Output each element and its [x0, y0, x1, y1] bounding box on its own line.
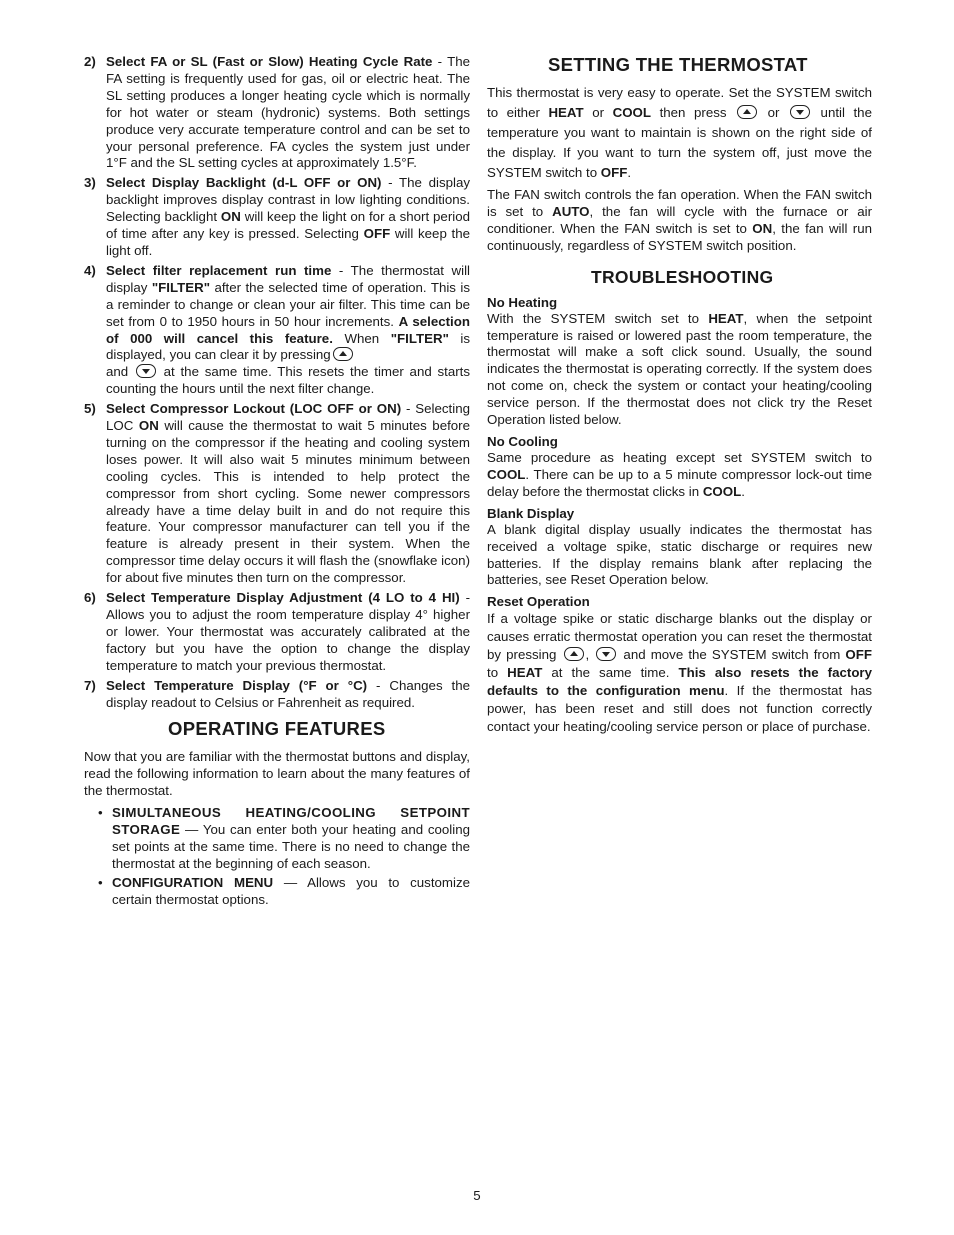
- item-body: - Changes the display readout to Celsius or Fahrenheit as required.: [106, 677, 470, 710]
- no-cooling-text: Same procedure as heating except set SYSTEM switch to COOL. There can be up to a 5 minute compressor lock-out time delay before the thermostat clicks in COOL.: [487, 449, 872, 499]
- setting-paragraph-2: The FAN switch controls the fan operation. When the FAN switch is set to AUTO, the fan will cycle with the furnace or air conditioner. When the FAN switch is set to ON, the fan will run continuously, regardless of SYSTEM switch position.: [487, 187, 872, 253]
- up-arrow-button-icon: [333, 347, 353, 361]
- bullet-item: • SIMULTANEOUS HEATING/COOLING SETPOINT STORAGE — You can enter both your heating and cooling set points at the same time. There is no need to change the thermostat at the beginning of each season.: [98, 805, 470, 871]
- item-title: Select FA or SL (Fast or Slow) Heating Cycle Rate: [106, 54, 433, 69]
- list-item: [84, 678, 470, 712]
- right-column: [487, 54, 872, 736]
- section-heading-troubleshooting: TROUBLESHOOTING: [591, 266, 774, 287]
- list-item: 4) Select filter replacement run time - The thermostat will display "FILTER" after the selected time of operation. This is a reminder to change or clean your air filter. This time can be set from 0 to 1950 hours in 50 hour increments. A selection of 000 will cancel this feature. When "FILTER" is displayed, you can clear it by pressing and at the same time. This resets the timer and starts counting the hours until the next filter change.: [84, 262, 471, 397]
- no-heating-text: With the SYSTEM switch set to HEAT, when the setpoint temperature is raised or lowered past the room temperature, the thermostat will make a soft click sound. Usually, the sound indicates the thermostat is operating correctly. If the system does not come on, check the system or contact your heating/cooling service person. If the thermostat does not click try the Reset Operation listed below.: [487, 310, 872, 428]
- item-title: Select Compressor Lockout (LOC OFF or ON): [106, 401, 402, 417]
- operating-intro: Now that you are familiar with the thermostat buttons and display, read the following information to learn about the many features of the thermostat.: [84, 749, 470, 799]
- down-arrow-button-icon: [596, 647, 616, 661]
- list-item: 5) Select Compressor Lockout (LOC OFF or ON) - Selecting LOC ON will cause the thermostat to wait 5 minutes before turning on the compressor if the heating and cooling system loses power. It will also wait 5 minutes minimum between cooling cycles. This is intended to help protect the compressor from short cycling. Some newer compressors already have a time delay built in and do not require this feature. Your compressor manufacturer can tell you if the feature is already present in their system. When the compressor time delay occurs it will flash the (snowflake icon) for about five minutes then turn on the compressor.: [84, 401, 470, 586]
- subheading-no-heating: No Heating: [487, 294, 558, 310]
- item-number: 7): [84, 677, 96, 693]
- item-number: 6): [84, 590, 96, 606]
- item-title: Select filter replacement run time: [106, 262, 332, 278]
- reset-operation-text: If a voltage spike or static discharge blanks out the display or causes erratic thermostat operation you can reset the thermostat by pressing , and move the SYSTEM switch from OFF to HEAT at the same time. This also resets the factory defaults to the configuration menu. If the thermostat has power, has been reset and still does not function correctly contact your heating/cooling service person or place of purchase.: [487, 611, 873, 735]
- section-heading-setting-thermostat: SETTING THE THERMOSTAT: [548, 54, 808, 75]
- item-body: - The FA setting is frequently used for gas, oil or electric heat. The SL setting produces a longer heating cycle which is normally for hot water or steam (hydronic) systems. Both settings produce very accurate temperature control and can be set to your personal preference. FA cycles the system just under 1°F and the SL setting cycles at approximately 1.5°F.: [106, 54, 470, 171]
- bullet-title: CONFIGURATION MENU: [112, 874, 274, 890]
- subheading-blank-display: Blank Display: [487, 505, 575, 521]
- subheading-reset-operation: Reset Operation: [487, 594, 590, 610]
- item-title: Select Temperature Display (°F or °C): [106, 677, 368, 693]
- bullet-item: • CONFIGURATION MENU — Allows you to customize certain thermostat options.: [98, 874, 470, 907]
- item-number: 4): [84, 262, 96, 278]
- page-number: 5: [473, 1188, 481, 1203]
- item-number: 3): [84, 175, 96, 191]
- list-item: 3) Select Display Backlight (d-L OFF or ON) - The display backlight improves display contrast in low lighting conditions. Selecting backlight ON will keep the light on for a short period of time after any key is pressed. Selecting OFF will keep the light off.: [84, 175, 470, 258]
- item-number: 2): [84, 54, 96, 69]
- section-heading-operating-features: OPERATING FEATURES: [168, 718, 386, 740]
- blank-display-text: A blank digital display usually indicates the thermostat has received a voltage spike, static discharge or requires new batteries. If the display remains blank after replacing the batteries, see Reset Operation below.: [487, 521, 872, 588]
- subheading-no-cooling: No Cooling: [487, 433, 558, 449]
- list-item: [84, 54, 470, 172]
- up-arrow-button-icon: [737, 105, 757, 119]
- setting-paragraph-1: This thermostat is very easy to operate. Set the SYSTEM switch to either HEAT or COOL then press or until the temperature you want to maintain is shown on the right side of the display. If you want to turn the system off, just move the SYSTEM switch to OFF.: [487, 85, 872, 180]
- list-item: [84, 590, 470, 675]
- item-title: Select Temperature Display Adjustment (4 LO to 4 HI): [106, 590, 460, 606]
- item-body: - Allows you to adjust the room temperature display 4° higher or lower. Your thermostat was accurately calibrated at the factory but you have the option to change the display temperature to match your previous thermostat.: [106, 590, 470, 673]
- bullet-title: SIMULTANEOUS HEATING/COOLING SETPOINT STORAGE: [112, 805, 470, 838]
- down-arrow-button-icon: [790, 105, 810, 119]
- left-column: [84, 54, 470, 911]
- up-arrow-button-icon: [564, 647, 584, 661]
- item-title: Select Display Backlight (d-L OFF or ON): [106, 175, 382, 191]
- item-number: 5): [84, 401, 96, 417]
- down-arrow-button-icon: [136, 364, 156, 378]
